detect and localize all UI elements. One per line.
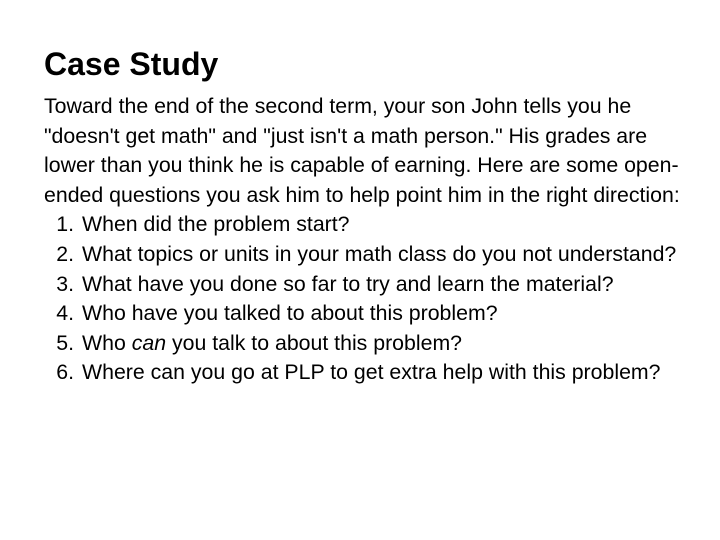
question-text-after: you talk to about this problem? [166,330,463,355]
question-item-4 [44,299,684,329]
question-text-before: Who [82,330,132,355]
slide-body [44,92,684,388]
question-number: 2. [56,241,74,266]
question-number: 3. [56,271,74,296]
question-text: When did the problem start? [82,212,350,237]
question-number: 6. [56,360,74,385]
slide-title: Case Study [44,46,219,82]
intro-paragraph: Toward the end of the second term, your son John tells you he "doesn't get math" and "just isn't a math person." His grades are lower than you think he is capable of earning. Here are some open-ended questions you ask him to help point him in the right direction: [44,94,680,207]
question-item-3 [44,270,684,300]
question-item-5 [44,329,684,359]
question-number: 1. [56,212,74,237]
question-number: 4. [56,301,74,326]
question-text: What have you done so far to try and learn the material? [82,271,614,296]
question-item-2 [44,240,684,270]
question-list [44,210,684,388]
question-text: What topics or units in your math class do you not understand? [82,241,677,266]
question-text: Who have you talked to about this problem? [82,301,498,326]
question-text [82,329,684,359]
question-number: 5. [56,330,74,355]
question-item-6 [44,358,684,388]
question-text-emphasis: can [131,330,167,355]
question-text: Where can you go at PLP to get extra help with this problem? [82,360,661,385]
question-item-1 [44,210,684,240]
